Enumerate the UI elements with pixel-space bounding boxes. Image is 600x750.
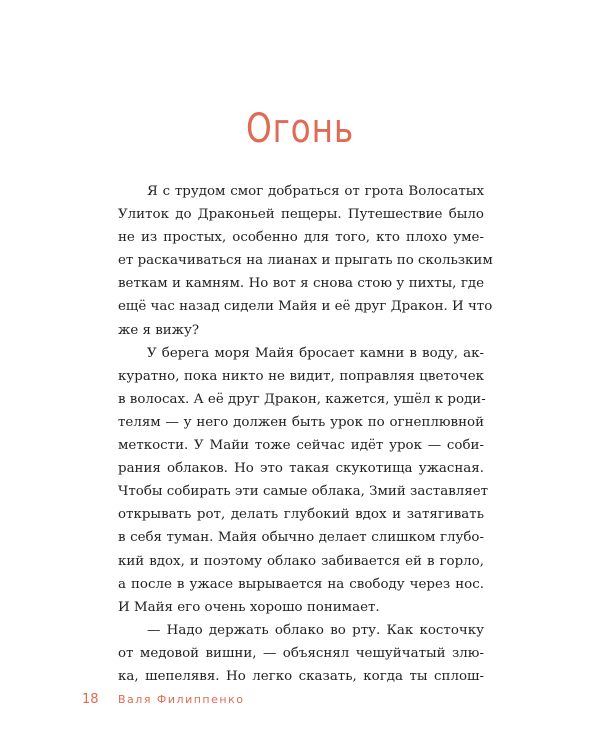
- text-line: меткости. У Майи тоже сейчас идёт урок — соби-: [118, 438, 484, 454]
- text-line: телям — у него должен быть урок по огнеплювной: [118, 414, 484, 430]
- text-line: И Майя его очень хорошо понимает.: [118, 599, 380, 615]
- text-line: Я с трудом смог добраться от грота Волосатых: [147, 184, 484, 199]
- text-line: а после в ужасе вырывается на свободу через нос.: [118, 576, 484, 592]
- text-line: в себя туман. Майя обычно делает слишком глубо-: [118, 530, 484, 546]
- text-line: же я вижу?: [118, 322, 200, 338]
- text-line: от медовой вишни, — объяснял чешуйчатый злю-: [118, 645, 484, 661]
- text-line: ка, шепелявя. Но легко сказать, когда ты сплош-: [118, 668, 484, 684]
- text-line: Чтобы собирать эти самые облака, Змий заставляет: [118, 484, 489, 500]
- text-line: ет раскачиваться на лианах и прыгать по скользким: [118, 253, 493, 269]
- text-line: открывать рот, делать глубокий вдох и затягивать: [118, 507, 484, 523]
- author-name: Валя Филиппенко: [118, 693, 245, 706]
- page-number: 18: [82, 692, 99, 707]
- text-line: рания облаков. Но это такая скукотища ужасная.: [118, 461, 484, 477]
- page-footer: [82, 692, 244, 707]
- text-line: ещё час назад сидели Майя и её друг Дракон. И что: [118, 299, 493, 315]
- text-line: веткам и камням. Но вот я снова стою у пихты, где: [118, 276, 484, 292]
- chapter-body: [118, 180, 493, 688]
- text-line: Улиток до Драконьей пещеры. Путешествие было: [118, 207, 484, 223]
- text-line: кий вдох, и поэтому облако забивается ей в горло,: [118, 553, 484, 569]
- text-line: куратно, пока никто не видит, поправляя цветочек: [118, 368, 484, 384]
- chapter-title: Огонь: [245, 106, 354, 152]
- text-line: У берега моря Майя бросает камни в воду, ак-: [147, 345, 484, 361]
- text-line: в волосах. А её друг Дракон, кажется, ушёл к роди-: [118, 391, 486, 407]
- text-line: не из простых, особенно для того, кто плохо уме-: [118, 230, 484, 246]
- text-line: — Надо держать облако во рту. Как косточку: [147, 622, 484, 638]
